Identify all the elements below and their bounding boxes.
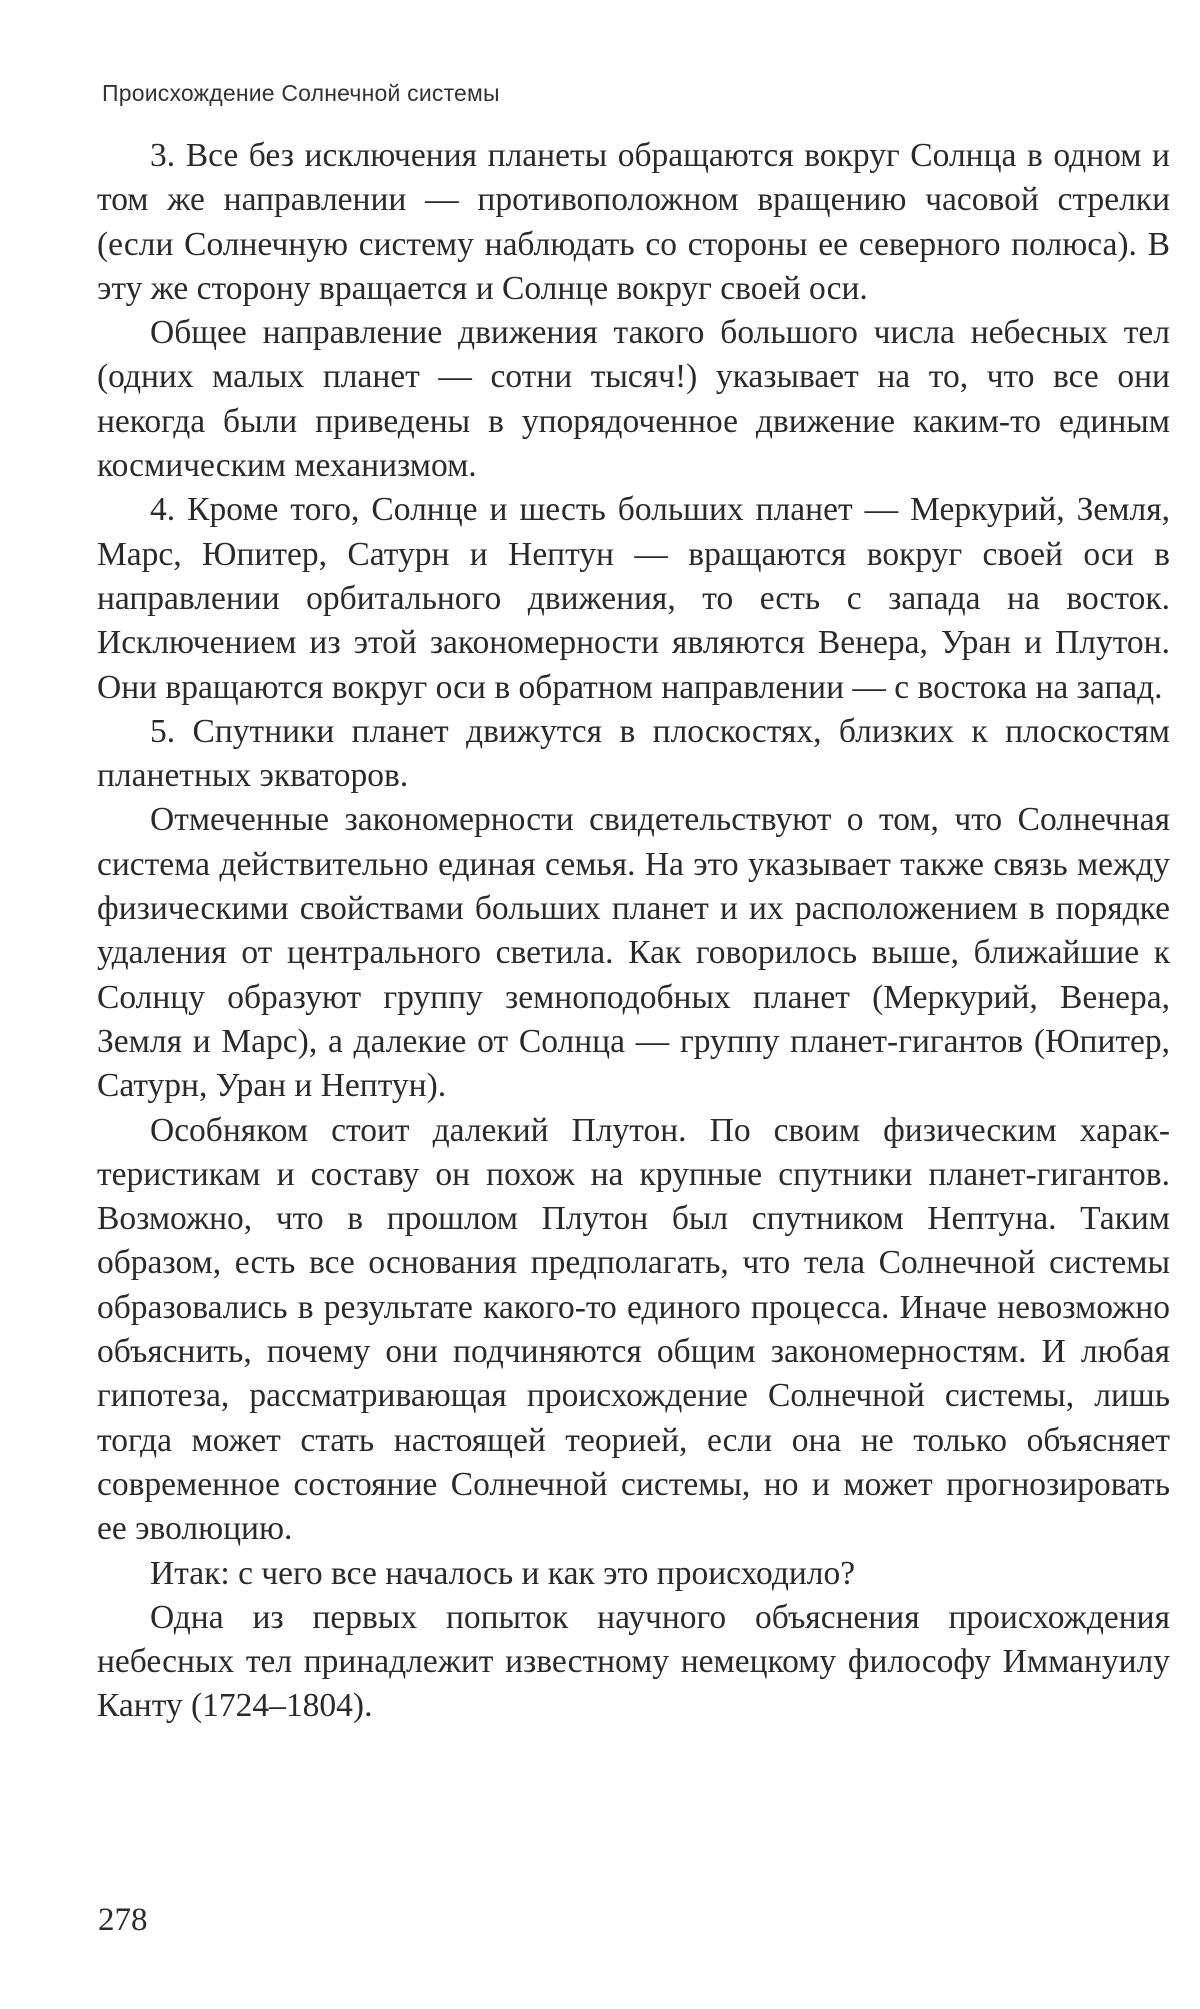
body-text	[97, 134, 1170, 1729]
paragraph-3: 4. Кроме того, Солнце и шесть больших планет — Меркурий, Земля, Марс, Юпитер, Сатурн и Нептун — вращаются вокруг своей оси в направлении орбитального движения, то есть с запада на восток. Исключением из этой закономерности являются Венера, Уран и Плутон. Они вращаются вокруг оси в обратном направлении — с востока на запад.	[97, 491, 1170, 706]
page-number: 278	[98, 1902, 148, 1938]
running-head: Происхождение Солнечной системы	[102, 80, 500, 106]
paragraph-8: Одна из первых попыток научного объяснения происхождения небесных тел принадлежит известному немецкому философу Иммануилу Канту (1724–1804).	[97, 1598, 1170, 1725]
paragraph-5: Отмеченные закономерности свидетельствуют о том, что Солнечная система действительно единая семья. На это указывает также связь между физическими свойствами больших планет и их расположением в порядке удаления от центрального светила. Как говорилось выше, ближайшие к Солнцу образуют группу земноподобных планет (Меркурий, Венера, Земля и Марс), а далекие от Солнца — группу планет-гигантов (Юпитер, Сатурн, Уран и Нептун).	[97, 801, 1170, 1105]
paragraph-6: Особняком стоит далекий Плутон. По своим физическим характеристикам и составу он похож на крупные спутники планет-гигантов. Возможно, что в прошлом Плутон был спутником Нептуна. Таким образом, есть все основания предполагать, что тела Солнечной системы образовались в результате какого-то единого процесса. Иначе невозможно объяснить, почему они подчиняются общим закономерностям. И любая гипотеза, рассматривающая происхождение Солнечной системы, лишь тогда может стать настоящей теорией, если она не только объясняет современное состояние Солнечной системы, но и может прогнозировать ее эволюцию.	[97, 1111, 1170, 1548]
paragraph-4: 5. Спутники планет движутся в плоскостях, близких к плоскостям планетных экваторов.	[97, 712, 1170, 795]
paragraph-7: Итак: с чего все началось и как это происходило?	[150, 1554, 856, 1592]
paragraph-1: 3. Все без исключения планеты обращаются вокруг Солнца в одном и том же направлении — противоположном вращению часовой стрелки (если Солнечную систему наблюдать со стороны ее северного полюса). В эту же сторону вращается и Солнце вокруг своей оси.	[97, 137, 1170, 307]
paragraph-2: Общее направление движения такого большого числа небесных тел (одних малых планет — сотни тысяч!) указывает на то, что все они некогда были приведены в упорядоченное движение каким-то единым космическим механизмом.	[97, 314, 1170, 485]
